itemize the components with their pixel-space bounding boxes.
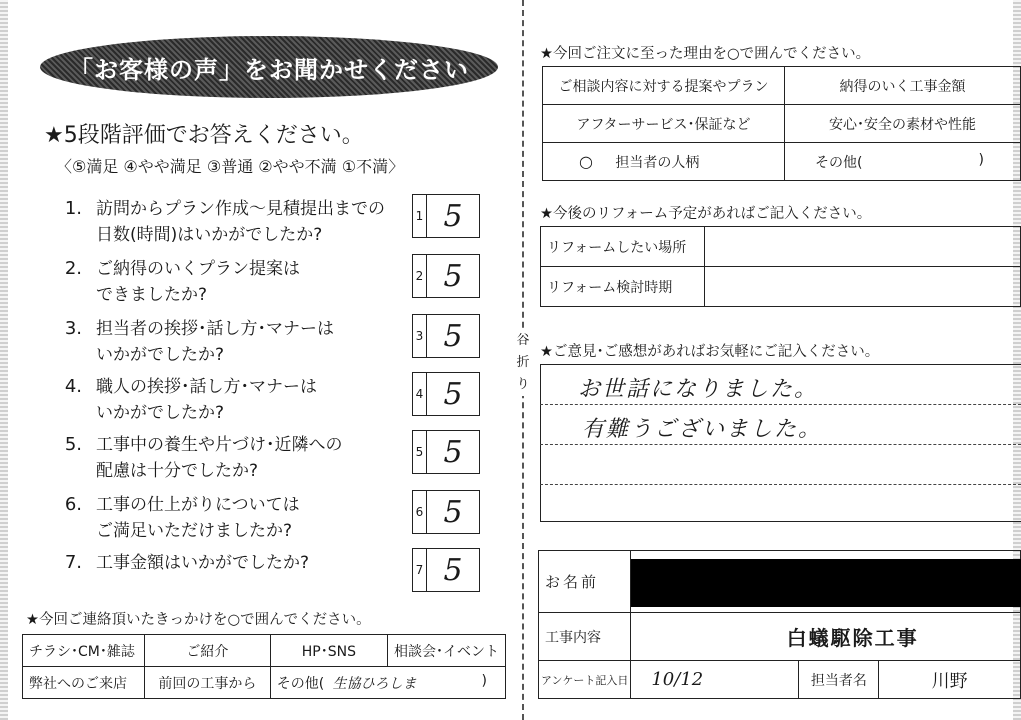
question-line-1: 職人の挨拶･話し方･マナーは: [96, 377, 317, 397]
score-box[interactable]: [412, 430, 480, 474]
contact-other-value: 生協ひろしま: [332, 675, 417, 692]
opinion-line-2: 有難うございました。: [582, 417, 823, 442]
staff-label: 担当者名: [799, 661, 879, 699]
question-number: 5.: [64, 434, 82, 455]
opinion-rule: [540, 404, 1021, 405]
question-line-2: ご満足いただけましたか?: [96, 521, 293, 541]
work-value: 白蟻駆除工事: [631, 613, 1021, 661]
question-line-2: 配慮は十分でしたか?: [96, 461, 259, 481]
opinion-line-1: お世話になりました。: [578, 377, 819, 402]
reform-place-input[interactable]: [705, 227, 1021, 267]
score-box[interactable]: [412, 314, 480, 358]
question-number: 2.: [64, 258, 82, 279]
contact-table: [22, 634, 506, 699]
redaction-bar: [631, 559, 1021, 607]
score-box[interactable]: [412, 372, 480, 416]
contact-cell[interactable]: HP･SNS: [270, 635, 387, 667]
opinion-heading: ★ご意見･ご感想があればお気軽にご記入ください。: [540, 344, 880, 360]
score-value: 5: [443, 258, 463, 294]
order-heading: ★今回ご注文に至った理由を○で囲んでください。: [540, 46, 871, 62]
order-cell[interactable]: 納得のいく工事金額: [785, 67, 1021, 105]
score-box-number: 1: [413, 195, 427, 237]
contact-cell[interactable]: ご紹介: [144, 635, 270, 667]
name-field[interactable]: [631, 551, 1021, 613]
order-cell-circled[interactable]: [543, 143, 785, 181]
question-number: 3.: [64, 318, 82, 339]
fold-label: 谷折り: [514, 330, 532, 396]
rating-scale: 〈⑤満足 ④やや満足 ③普通 ②やや不満 ①不満〉: [56, 157, 405, 176]
customer-info-table: [538, 550, 1021, 699]
question-text: [96, 492, 416, 544]
opinion-rule: [540, 444, 1021, 445]
score-value: 5: [443, 376, 463, 412]
score-box-number: 5: [413, 431, 427, 473]
question-text: [96, 550, 416, 576]
score-box-number: 6: [413, 491, 427, 533]
circle-mark: ○: [579, 151, 593, 171]
order-cell-label: 担当者の人柄: [615, 154, 700, 171]
reform-heading: ★今後のリフォーム予定があればご記入ください。: [540, 206, 872, 222]
question-line-1: 工事の仕上がりについては: [96, 495, 300, 515]
score-box[interactable]: [412, 254, 480, 298]
score-box[interactable]: [412, 194, 480, 238]
date-value: 10/12: [631, 661, 799, 699]
question-line-1: ご納得のいくプラン提案は: [96, 259, 300, 279]
order-other-label: その他(: [815, 154, 863, 171]
score-value: 5: [443, 198, 463, 234]
order-other-close: ): [978, 151, 984, 168]
order-table: [542, 66, 1021, 181]
question-line-2: できましたか?: [96, 285, 208, 305]
contact-other-close: ): [481, 672, 487, 689]
contact-heading: ★今回ご連絡頂いたきっかけを○で囲んでください。: [26, 612, 371, 628]
question-line-1: 工事中の養生や片づけ･近隣への: [96, 435, 343, 455]
question-line-2: いかがでしたか?: [96, 345, 225, 365]
question-line-2: いかがでしたか?: [96, 403, 225, 423]
question-line-1: 工事金額はいかがでしたか?: [96, 553, 310, 573]
question-number: 6.: [64, 494, 82, 515]
question-text: [96, 196, 416, 248]
question-number: 7.: [64, 552, 82, 573]
reform-table: [540, 226, 1021, 307]
score-box-number: 4: [413, 373, 427, 415]
scan-edge-left: [0, 0, 8, 720]
score-box-number: 3: [413, 315, 427, 357]
opinion-rule: [540, 484, 1021, 485]
reform-place-label: リフォームしたい場所: [541, 227, 705, 267]
question-line-1: 訪問からプラン作成〜見積提出までの: [96, 199, 385, 219]
work-label: 工事内容: [539, 613, 631, 661]
contact-other-label: その他(: [276, 675, 325, 692]
order-cell[interactable]: アフターサービス･保証など: [543, 105, 785, 143]
question-text: [96, 432, 416, 484]
reform-timing-label: リフォーム検討時期: [541, 267, 705, 307]
question-number: 4.: [64, 376, 82, 397]
question-line-2: 日数(時間)はいかがでしたか?: [96, 225, 323, 245]
contact-cell[interactable]: 前回の工事から: [144, 667, 270, 699]
order-cell[interactable]: ご相談内容に対する提案やプラン: [543, 67, 785, 105]
order-other-cell[interactable]: [785, 143, 1021, 181]
date-label: アンケート記入日: [539, 661, 631, 699]
question-text: [96, 256, 416, 308]
score-value: 5: [443, 494, 463, 530]
reform-timing-input[interactable]: [705, 267, 1021, 307]
contact-other-cell[interactable]: [270, 667, 505, 699]
staff-value: 川野: [879, 661, 1021, 699]
contact-cell[interactable]: 相談会･イベント: [388, 635, 506, 667]
rating-heading: ★5段階評価でお答えください。: [44, 123, 364, 148]
score-value: 5: [443, 552, 463, 588]
order-cell[interactable]: 安心･安全の素材や性能: [785, 105, 1021, 143]
question-text: [96, 316, 416, 368]
score-value: 5: [443, 318, 463, 354]
question-line-1: 担当者の挨拶･話し方･マナーは: [96, 319, 334, 339]
survey-banner: [40, 36, 498, 98]
score-value: 5: [443, 434, 463, 470]
score-box[interactable]: [412, 490, 480, 534]
score-box[interactable]: [412, 548, 480, 592]
banner-title: 「お客様の声」をお聞かせください: [69, 55, 469, 84]
contact-cell[interactable]: 弊社へのご来店: [23, 667, 145, 699]
name-label: お名前: [539, 551, 631, 613]
question-number: 1.: [64, 198, 82, 219]
score-box-number: 2: [413, 255, 427, 297]
contact-cell[interactable]: チラシ･CM･雑誌: [23, 635, 145, 667]
question-text: [96, 374, 416, 426]
score-box-number: 7: [413, 549, 427, 591]
